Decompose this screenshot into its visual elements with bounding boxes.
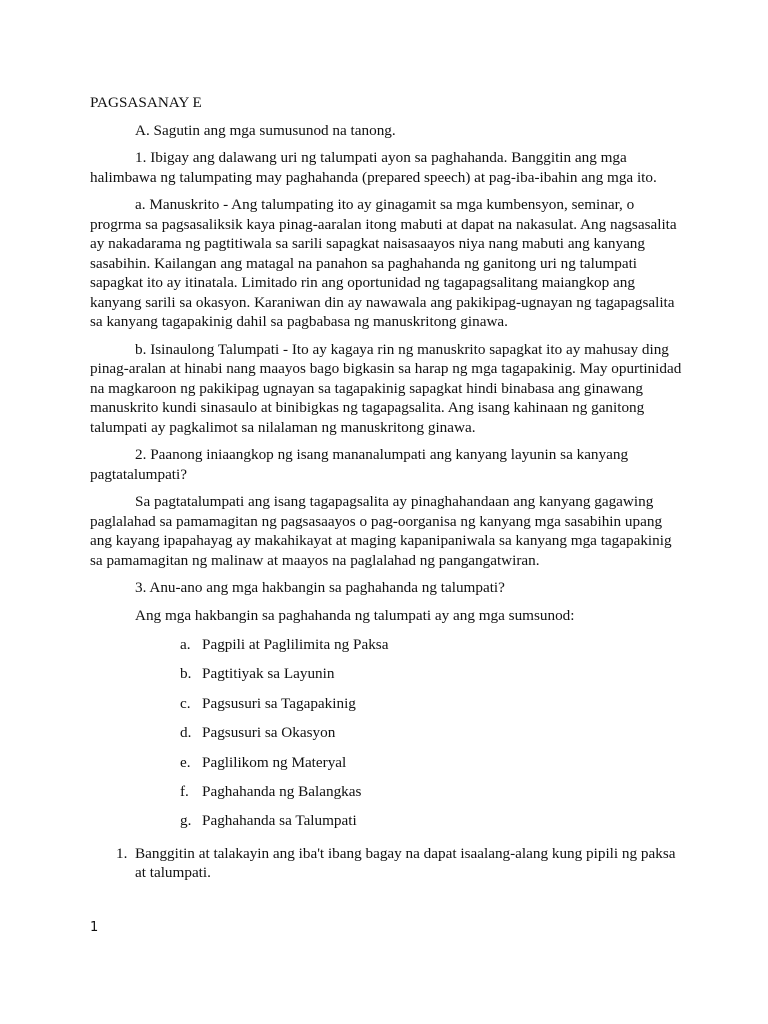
answer-2: Sa pagtatalumpati ang isang tagapagsalita ay pinaghahandaan ang kanyang gagawing paglalahad sa pamamagitan ng pagsasaayos o pag-oorganisa ng kanyang mga sasabihin upang ang kayang ipapahayag ay makahikayat at maging kapanipaniwala sa kanyang mga tagapakinig sa pamamagitan ng malinaw at maayos na paglalahad ng pangangatwiran.	[90, 493, 672, 569]
list-item-text: Paghahanda ng Balangkas	[202, 782, 362, 800]
answer-1b-isinaulong: b. Isinaulong Talumpati - Ito ay kagaya rin ng manuskrito sapagkat ito ay mahusay ding pinag-aralan at hinabi nang maayos bago bigkasin sa harap ng mga tagapakinig. May opurtinidad na magkaroon ng pakikipag ugnayan sa tagapakinig sapagkat hindi binabasa ang ginawang manuskrito kundi sinasaulo at binibigkas ng tagapagsalita. Ang isang kahinaan ng ganitong talumpati ay pagkalimot sa nilalaman ng manuskritong ginawa.	[90, 340, 682, 436]
list-item-text: Paghahanda sa Talumpati	[202, 812, 357, 830]
numbered-item-text: Banggitin at talakayin ang iba't ibang bagay na dapat isaalang-alang kung pipili ng paksa at talumpati.	[135, 844, 676, 882]
question-2: 2. Paanong iniaangkop ng isang mananalumpati ang kanyang layunin sa kanyang pagtatalumpati?	[90, 446, 629, 483]
numbered-item-marker: 1.	[116, 844, 128, 862]
list-marker: g.	[180, 812, 192, 830]
list-marker: b.	[180, 665, 192, 683]
section-a-instruction: A. Sagutin ang mga sumusunod na tanong.	[135, 121, 396, 139]
list-item-text: Paglilikom ng Materyal	[202, 753, 347, 771]
list-item-text: Pagsusuri sa Tagapakinig	[202, 694, 356, 712]
document-body	[90, 93, 685, 883]
list-marker: f.	[180, 782, 189, 800]
list-marker: c.	[180, 694, 191, 712]
list-item-text: Pagtitiyak sa Layunin	[202, 665, 335, 683]
list-marker: a.	[180, 636, 191, 653]
list-item	[90, 694, 685, 723]
list-item	[90, 723, 685, 752]
list-marker: d.	[180, 724, 192, 742]
question-3: 3. Anu-ano ang mga hakbangin sa paghahanda ng talumpati?	[135, 579, 505, 596]
answer-3-intro: Ang mga hakbangin sa paghahanda ng talumpati ay ang mga sumsunod:	[135, 606, 575, 624]
document-title: PAGSASANAY E	[90, 94, 202, 111]
list-item	[90, 635, 685, 664]
list-item	[90, 811, 685, 840]
question-1: 1. Ibigay ang dalawang uri ng talumpati ayon sa paghahanda. Banggitin ang mga halimbawa ng talumpating may paghahanda (prepared speech) at pag-iba-ibahin ang mga ito.	[90, 149, 657, 186]
list-item-text: Pagpili at Paglilimita ng Paksa	[202, 636, 389, 653]
answer-1a-manuskrito: a. Manuskrito - Ang talumpating ito ay ginagamit sa mga kumbensyon, seminar, o progrma sa pagsasaliksik kaya pinag-aaralan itong mabuti at dapat na nakasulat. Ang nagsasalita ay nakadarama ng pagtitiwala sa sarili sapagkat naisasaayos niya nang mabuti ang kanyang sasabihin. Kailangan ang matagal na panahon sa paghahanda ng ganitong uri ng talumpati sapagkat ito ay itinatala. Limitado rin ang oportunidad ng tagapagsalitang maiangkop ang kanyang sarili sa okasyon. Karaniwan din ay nawawala ang pakikipag-ugnayan ng tagapagsalita sa kanyang tagapakinig dahil sa pagbabasa ng manuskritong ginawa.	[90, 196, 677, 330]
steps-list	[90, 635, 685, 841]
list-item	[90, 664, 685, 693]
list-item	[90, 782, 685, 811]
page-number: 1	[90, 920, 99, 935]
list-item	[90, 753, 685, 782]
list-marker: e.	[180, 753, 191, 771]
numbered-item	[90, 844, 685, 883]
list-item-text: Pagsusuri sa Okasyon	[202, 724, 336, 742]
